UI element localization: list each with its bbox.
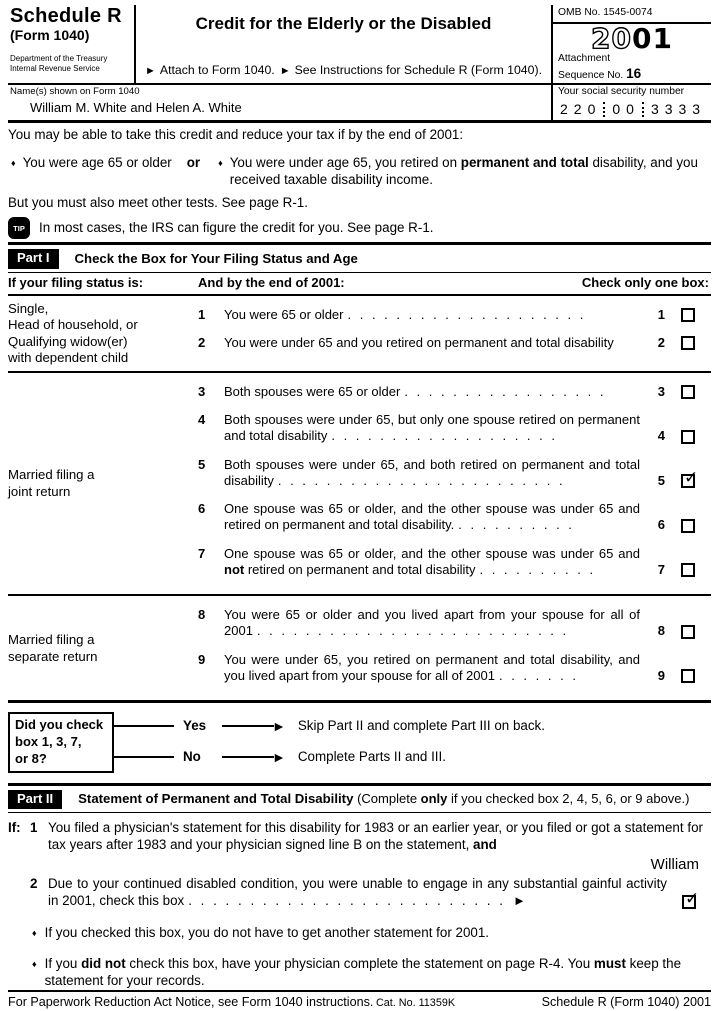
omb-year-block bbox=[553, 5, 711, 83]
ssn-group-number: 00 bbox=[612, 100, 640, 117]
name-input[interactable]: William M. White and Helen A. White bbox=[30, 99, 242, 115]
part2-note-1 bbox=[32, 925, 711, 942]
name-label: Name(s) shown on Form 1040 bbox=[10, 85, 140, 97]
checkbox-cell bbox=[665, 563, 711, 578]
col-by-end: And by the end of 2001: bbox=[198, 274, 345, 290]
group1-label-line: Qualifying widow(er) bbox=[8, 333, 128, 349]
note2-text bbox=[45, 956, 711, 990]
line-text bbox=[224, 335, 645, 351]
attach-note bbox=[145, 63, 275, 79]
line-text bbox=[224, 607, 645, 640]
line-text bbox=[224, 384, 645, 400]
indent-spacer bbox=[8, 876, 30, 910]
group2-label-line: Married filing a bbox=[8, 467, 95, 483]
checkbox-line-2[interactable] bbox=[681, 336, 695, 350]
group3-label-line: Married filing a bbox=[8, 632, 95, 648]
bullet2-text bbox=[230, 155, 711, 189]
dot-leader: . . . . . . . bbox=[498, 667, 576, 683]
note2-bold-didnot: did not bbox=[81, 956, 126, 972]
checkbox-cell bbox=[665, 385, 711, 400]
yes-instruction: Skip Part II and complete Part III on back. bbox=[297, 718, 545, 734]
status-line-3 bbox=[198, 384, 711, 400]
table-column-headers bbox=[8, 273, 711, 294]
tax-year bbox=[553, 21, 711, 55]
line-number: 4 bbox=[198, 412, 206, 428]
line-number: 6 bbox=[198, 501, 206, 517]
yes-branch bbox=[114, 718, 711, 735]
checkbox-line-7[interactable] bbox=[681, 563, 695, 577]
no-branch bbox=[114, 749, 711, 766]
part2-item-1 bbox=[8, 820, 711, 854]
ssn-area-number: 220 bbox=[560, 100, 602, 117]
item2-number: 2 bbox=[30, 876, 38, 892]
checkbox-part2-checked[interactable] bbox=[682, 888, 700, 909]
ssn-separator bbox=[603, 102, 605, 117]
agency-line-1: Department of the Treasury bbox=[10, 53, 108, 63]
status-line-6 bbox=[198, 501, 711, 534]
line-end-number: 1 bbox=[657, 306, 665, 322]
status-line-9 bbox=[198, 652, 711, 685]
line-text bbox=[224, 501, 645, 534]
line-text-main: You were 65 or older bbox=[224, 306, 344, 322]
dot-leader: . . . . . . . . . . . . . . . . . . . bbox=[331, 428, 555, 444]
status-line-2 bbox=[198, 335, 711, 351]
did-you-check-flowchart bbox=[8, 703, 711, 783]
omb-number: OMB No. 1545-0074 bbox=[553, 5, 711, 24]
checkbox-line-5-checked[interactable] bbox=[681, 468, 699, 488]
col-filing-status: If your filing status is: bbox=[8, 274, 144, 290]
filing-group-joint bbox=[8, 373, 711, 594]
group1-label bbox=[8, 301, 198, 367]
dot-leader: . . . . . . . . . . . . . . . . . bbox=[404, 383, 604, 399]
checkbox-cell bbox=[665, 669, 711, 684]
checkbox-cell bbox=[665, 308, 711, 323]
flow-question-line: box 1, 3, 7, bbox=[15, 733, 82, 749]
item2-text bbox=[48, 876, 667, 910]
part2-title-text: Statement of Permanent and Total Disability bbox=[78, 791, 354, 807]
dot-leader: . . . . . . . . . . . . . . . . . . . . . . . . . . bbox=[188, 892, 503, 908]
attachment-label: Attachment bbox=[558, 53, 611, 65]
bullet-icon: ♦ bbox=[11, 158, 16, 169]
form-edition: Schedule R (Form 1040) 2001 bbox=[541, 994, 711, 1009]
ssn-separator bbox=[642, 102, 644, 117]
ssn-serial-number: 3333 bbox=[650, 100, 707, 117]
checkbox-cell bbox=[665, 430, 711, 445]
line-number: 1 bbox=[198, 306, 206, 322]
item1-text bbox=[48, 820, 711, 854]
flowchart-question-box bbox=[8, 712, 114, 773]
line-text bbox=[224, 412, 645, 445]
name-ssn-row bbox=[8, 85, 711, 123]
line-end-number: 6 bbox=[657, 517, 665, 533]
note2-mid: check this box, have your physician complete the statement on page R-4. You bbox=[125, 956, 594, 972]
attachment-sequence bbox=[553, 53, 711, 83]
ssn-label: Your social security number bbox=[558, 85, 685, 97]
sequence-label: Sequence No. bbox=[558, 69, 624, 81]
line-text-post: retired on permanent and total disability bbox=[244, 561, 476, 577]
connector-line bbox=[222, 725, 274, 727]
checkbox-cell bbox=[665, 519, 711, 534]
checkbox-line-1[interactable] bbox=[681, 308, 695, 322]
tip-row bbox=[8, 217, 711, 239]
dot-leader: . . . . . . . . . . . . . . . . . . . . . . . . . . bbox=[256, 623, 567, 639]
check-mark: ✓ bbox=[684, 468, 699, 488]
checkbox-line-8[interactable] bbox=[681, 625, 695, 639]
group2-label-line: joint return bbox=[8, 483, 71, 499]
yes-label: Yes bbox=[183, 718, 207, 734]
bullet2-pre: You were under age 65, you retired on bbox=[229, 155, 461, 171]
part2-paren-post: if you checked box 2, 4, 5, 6, or 9 above.) bbox=[447, 791, 690, 807]
dot-leader: . . . . . . . . . . . . . . . . . . . . bbox=[347, 306, 584, 322]
arrow-right-icon: ► bbox=[272, 749, 286, 766]
tip-text: In most cases, the IRS can figure the credit for you. See page R-1. bbox=[39, 219, 434, 235]
line-text bbox=[224, 546, 645, 579]
line-end-number: 3 bbox=[657, 383, 665, 399]
line-end-number: 7 bbox=[657, 561, 665, 577]
group2-rows bbox=[198, 378, 711, 590]
bullet2-post: disability, and you received taxable disability income. bbox=[229, 155, 698, 187]
agency-line-2: Internal Revenue Service bbox=[10, 63, 100, 73]
group1-label-line: Head of household, or bbox=[8, 317, 138, 333]
sequence-number: 16 bbox=[626, 65, 642, 81]
catalog-number: Cat. No. 11359K bbox=[376, 996, 456, 1009]
part1-header bbox=[8, 245, 711, 271]
item1-number: 1 bbox=[30, 819, 38, 835]
part1-badge: Part I bbox=[8, 249, 59, 268]
checkbox-cell bbox=[665, 468, 711, 489]
part2-condition bbox=[357, 791, 689, 806]
year-outline: 20 bbox=[591, 21, 632, 55]
filing-group-single bbox=[8, 296, 711, 371]
bullet-icon: ♦ bbox=[32, 927, 37, 938]
part2-note-2 bbox=[32, 956, 711, 990]
agency-lines bbox=[10, 54, 130, 74]
no-instruction: Complete Parts II and III. bbox=[297, 748, 446, 764]
part2-badge: Part II bbox=[8, 790, 62, 809]
checkbox-cell bbox=[665, 336, 711, 351]
or-word: or bbox=[186, 155, 201, 171]
dot-leader: . . . . . . . . . . bbox=[458, 517, 572, 533]
checkbox-cell bbox=[665, 625, 711, 640]
dot-leader: . . . . . . . . . . . . . . . . . . . . . . . . bbox=[277, 472, 563, 488]
checkbox-line-9[interactable] bbox=[681, 669, 695, 683]
group1-label-line: with dependent child bbox=[8, 350, 129, 366]
form-number: (Form 1040) bbox=[10, 27, 90, 43]
connector-line bbox=[114, 725, 174, 727]
no-label: No bbox=[183, 748, 201, 764]
line-number: 2 bbox=[198, 335, 206, 351]
ssn-field-block bbox=[553, 85, 711, 120]
status-line-5 bbox=[198, 457, 711, 490]
line-text-bold: not bbox=[224, 561, 245, 577]
filing-group-separate bbox=[8, 596, 711, 700]
line-end-number: 8 bbox=[657, 623, 665, 639]
part2-paren-bold: only bbox=[420, 791, 448, 807]
form-footer bbox=[8, 990, 711, 1011]
dot-leader: . . . . . . . . . . bbox=[479, 561, 594, 577]
check-mark: ✓ bbox=[685, 888, 700, 908]
status-line-8 bbox=[198, 607, 711, 640]
part1-title: Check the Box for Your Filing Status and Age bbox=[74, 250, 358, 266]
intro-lead: You may be able to take this credit and reduce your tax if by the end of 2001: bbox=[8, 127, 464, 143]
note2-pre: If you bbox=[44, 956, 82, 972]
tip-icon: TIP bbox=[8, 217, 30, 239]
status-line-1 bbox=[198, 307, 711, 323]
group2-label bbox=[8, 378, 198, 590]
form-id-block bbox=[8, 5, 136, 83]
handwritten-name-annotation: William bbox=[650, 856, 699, 874]
other-tests-note: But you must also meet other tests. See page R-1. bbox=[8, 194, 308, 210]
year-solid: 01 bbox=[632, 21, 673, 55]
line-text-main: Both spouses were under 65, but only one spouse retired on permanent and total disability bbox=[224, 412, 640, 444]
line-number: 9 bbox=[198, 651, 206, 667]
ssn-input[interactable] bbox=[558, 99, 707, 120]
bullet-icon: ♦ bbox=[218, 158, 223, 169]
group3-rows bbox=[198, 601, 711, 696]
schedule-title: Schedule R bbox=[10, 5, 122, 27]
part2-item-2 bbox=[8, 876, 711, 910]
item1-bold: and bbox=[473, 836, 497, 852]
part2-title bbox=[78, 791, 689, 808]
bullet2-bold: permanent and total bbox=[460, 155, 589, 171]
see-instructions-note bbox=[280, 63, 542, 79]
note2-post: keep the statement for your records. bbox=[44, 956, 682, 989]
form-title: Credit for the Elderly or the Disabled bbox=[195, 14, 492, 33]
pointer-icon: ► bbox=[279, 65, 291, 78]
flowchart-branches bbox=[114, 712, 711, 773]
line-end-number: 4 bbox=[657, 428, 665, 444]
line-number: 7 bbox=[198, 545, 206, 561]
part2-header bbox=[8, 786, 711, 812]
part2-paren-pre: (Complete bbox=[357, 791, 421, 807]
pointer-icon: ► bbox=[144, 65, 156, 78]
group1-rows bbox=[198, 301, 711, 367]
flow-question-line: Did you check bbox=[15, 717, 104, 733]
line-number: 5 bbox=[198, 456, 206, 472]
line-text-main: One spouse was 65 or older, and the other spouse was under 65 and bbox=[224, 545, 640, 561]
line-text-main: One spouse was 65 or older, and the other spouse was under 65 and retired on permanent and total disability. bbox=[224, 501, 640, 533]
paperwork-notice: For Paperwork Reduction Act Notice, see Form 1040 instructions. bbox=[8, 994, 374, 1009]
line-number: 8 bbox=[198, 607, 206, 623]
connector-line bbox=[114, 756, 174, 758]
item2-main: Due to your continued disabled condition, you were unable to engage in any substantial gainful activity in 2001, check this box bbox=[48, 876, 667, 908]
see-instructions-text: See Instructions for Schedule R (Form 1040). bbox=[294, 63, 542, 78]
checkbox-line-3[interactable] bbox=[681, 385, 695, 399]
if-label: If: bbox=[8, 819, 21, 835]
line-text-main: Both spouses were under 65, and both retired on permanent and total disability bbox=[224, 456, 640, 488]
line-text-main: Both spouses were 65 or older bbox=[224, 383, 401, 399]
line-text-main: You were under 65, you retired on permanent and total disability, and you lived apart from your spouse for all of 2001 bbox=[224, 651, 640, 683]
arrow-right-icon: ► bbox=[512, 892, 526, 908]
attach-text: Attach to Form 1040. bbox=[159, 63, 275, 78]
checkbox-cell bbox=[667, 888, 711, 910]
line-end-number: 2 bbox=[657, 335, 665, 351]
line-text bbox=[224, 457, 645, 490]
arrow-right-icon: ► bbox=[272, 718, 286, 735]
group3-label-line: separate return bbox=[8, 648, 98, 664]
status-line-4 bbox=[198, 412, 711, 445]
form-header bbox=[8, 5, 711, 85]
divider bbox=[8, 812, 711, 813]
note2-bold-must: must bbox=[593, 956, 626, 972]
checkbox-line-6[interactable] bbox=[681, 519, 695, 533]
eligibility-bullets bbox=[8, 155, 711, 189]
col-check-one: Check only one box: bbox=[581, 274, 709, 290]
bullet1-text: You were age 65 or older bbox=[22, 155, 172, 171]
sequence-line bbox=[558, 66, 709, 82]
note1-text: If you checked this box, you do not have to get another statement for 2001. bbox=[44, 924, 490, 940]
connector-line bbox=[222, 756, 274, 758]
line-end-number: 9 bbox=[657, 667, 665, 683]
flow-question-line: or 8? bbox=[15, 750, 47, 766]
status-line-7 bbox=[198, 546, 711, 579]
line-number: 3 bbox=[198, 383, 206, 399]
line-text bbox=[224, 652, 645, 685]
line-text bbox=[224, 307, 645, 323]
attach-instructions bbox=[140, 63, 547, 80]
group3-label bbox=[8, 601, 198, 696]
line-end-number: 5 bbox=[657, 472, 665, 488]
form-title-block bbox=[136, 5, 553, 83]
line-text-main: You were under 65 and you retired on permanent and total disability bbox=[224, 335, 614, 351]
name-field-block bbox=[8, 85, 553, 120]
item1-pre: You filed a physician's statement for this disability for 1983 or an earlier year, or you filed or got a statement for tax years after 1983 and your physician signed line B on the statement, bbox=[48, 819, 703, 852]
bullet-icon: ♦ bbox=[32, 959, 37, 970]
group1-label-line: Single, bbox=[8, 300, 49, 316]
line-text-main: You were 65 or older and you lived apart from your spouse for all of 2001 bbox=[224, 607, 640, 639]
checkbox-line-4[interactable] bbox=[681, 430, 695, 444]
